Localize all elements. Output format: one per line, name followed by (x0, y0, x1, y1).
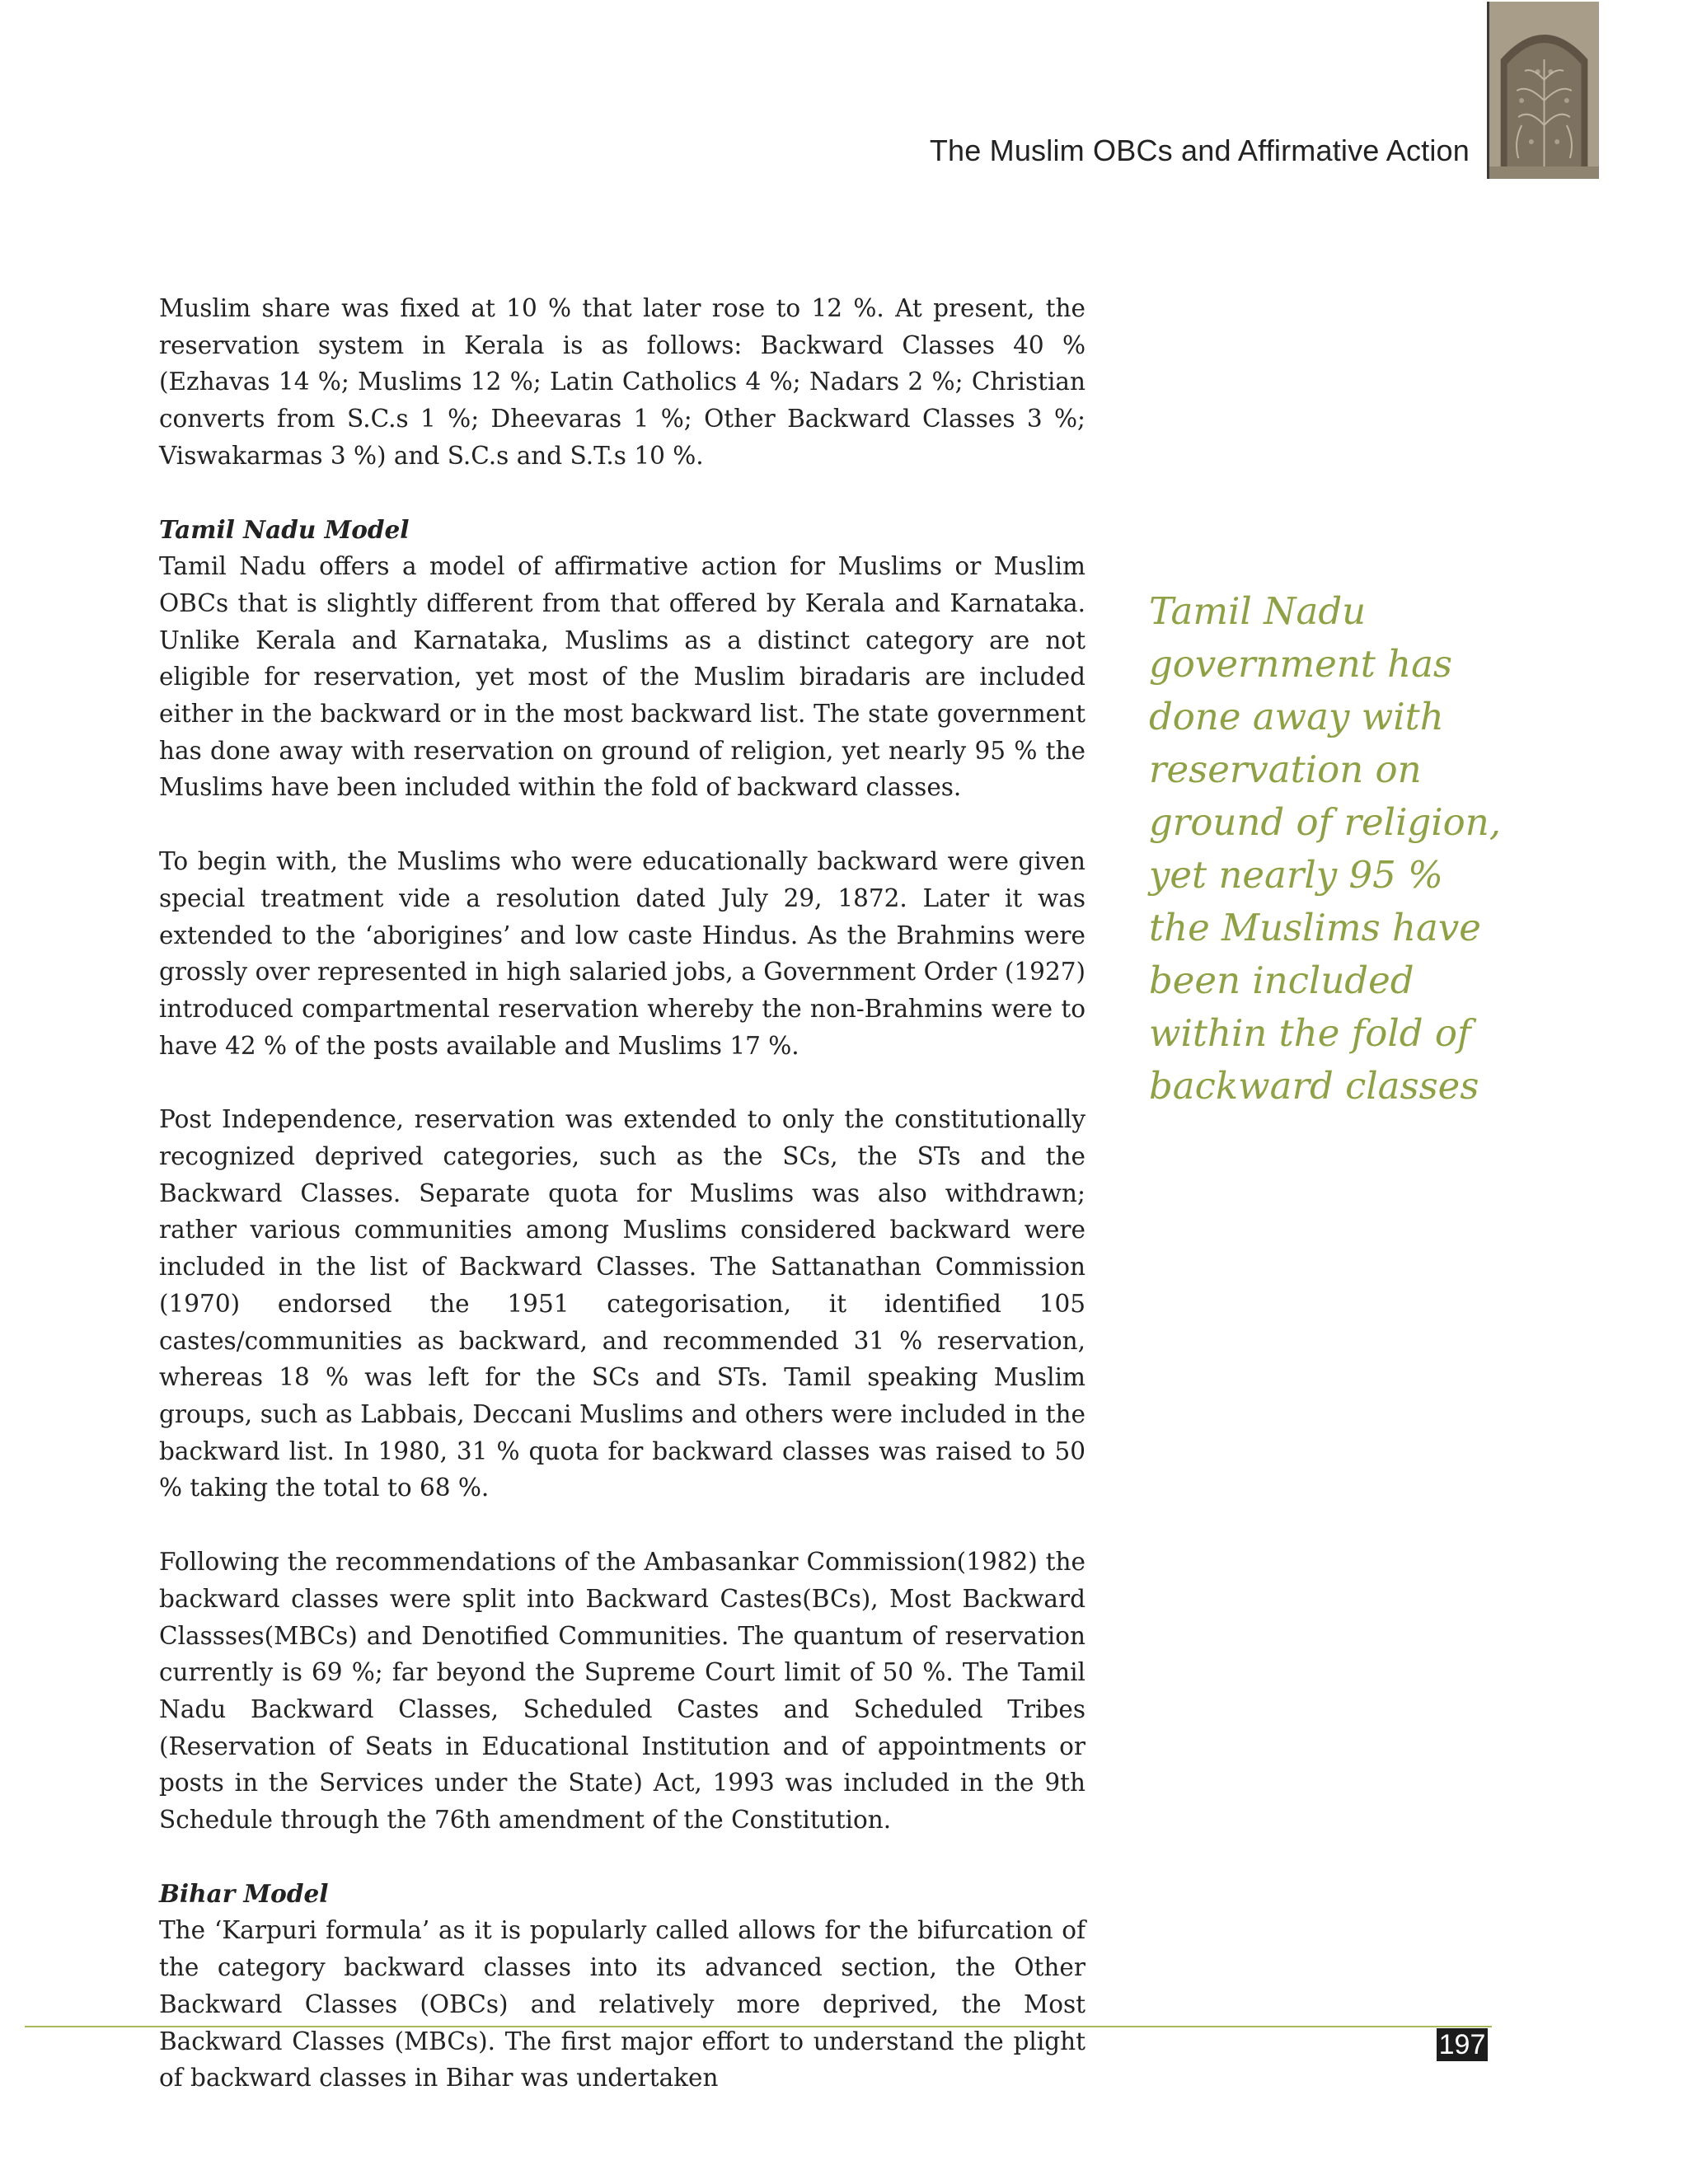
main-text-column (159, 290, 1085, 2134)
section-heading-tamil-nadu-model: Tamil Nadu Model (159, 514, 410, 544)
page-number: 197 (1437, 2028, 1488, 2061)
body-paragraph: The ‘Karpuri formula’ as it is popularly called allows for the bifurcation of the category backward classes into its advanced section, the Other Backward Classes (OBCs) and relatively more deprived, the Most Backward Classes (MBCs). The first major effort to understand the plight of backward classes in Bihar was undertaken (159, 1916, 1085, 2093)
running-header-title: The Muslim OBCs and Affirmative Action (929, 134, 1470, 167)
body-paragraph: To begin with, the Muslims who were educationally backward were given special treatment vide a resolution dated July 29, 1872. Later it was extended to the ‘aborigines’ and low caste Hindus. As the Brahmins were grossly over represented in high salaried jobs, a Government Order (1927) introduced compartmental reservation whereby the non-Brahmins were to have 42 % of the posts available and Muslims 17 %. (159, 847, 1085, 1060)
pull-quote: Tamil Nadu government has done away with reservation on ground of religion, yet nearly 95 % the Muslims have been included within the fold of backward classes (1149, 589, 1502, 1108)
body-paragraph: Post Independence, reservation was extended to only the constitutionally recognized deprived categories, such as the SCs, the STs and the Backward Classes. Separate quota for Muslims was also withdrawn; rather various communities among Muslims considered backward were included in the list of Backward Classes. The Sattanathan Commission (1970) endorsed the 1951 categorisation, it identified 105 castes/communities as backward, and recommended 31 % reservation, whereas 18 % was left for the SCs and STs. Tamil speaking Muslim groups, such as Labbais, Deccani Muslims and others were included in the backward list. In 1980, 31 % quota for backward classes was raised to 50 % taking the total to 68 %. (159, 1105, 1085, 1502)
section-heading-bihar-model: Bihar Model (159, 1878, 329, 1908)
footer-rule (25, 2026, 1492, 2027)
body-paragraph: Tamil Nadu offers a model of affirmative action for Muslims or Muslim OBCs that is slightly different from that offered by Kerala and Karnataka. Unlike Kerala and Karnataka, Muslims as a distinct category are not eligible for reservation, yet most of the Muslim biradaris are included either in the backward or in the most backward list. The state government has done away with reservation on ground of religion, yet nearly 95 % the Muslims have been included within the fold of backward classes. (159, 552, 1085, 802)
body-section-bihar (159, 1876, 1085, 2097)
jali-window-photo-icon (1487, 2, 1599, 179)
body-paragraph: Following the recommendations of the Ambasankar Commission(1982) the backward classes were split into Backward Castes(BCs), Most Backward Classses(MBCs) and Denotified Communities. The quantum of reservation currently is 69 %; far beyond the Supreme Court limit of 50 %. The Tamil Nadu Backward Classes, Scheduled Castes and Scheduled Tribes (Reservation of Seats in Educational Institution and of appointments or posts in the Services under the State) Act, 1993 was included in the 9th Schedule through the 76th amendment of the Constitution. (159, 1548, 1085, 1835)
body-section-tamil-nadu (159, 512, 1085, 807)
body-paragraph: Muslim share was fixed at 10 % that later rose to 12 %. At present, the reservation system in Kerala is as follows: Backward Classes 40 % (Ezhavas 14 %; Muslims 12 %; Latin Catholics 4 %; Nadars 2 %; Christian converts from S.C.s 1 %; Dheevaras 1 %; Other Backward Classes 3 %; Viswakarmas 3 %) and S.C.s and S.T.s 10 %. (159, 294, 1085, 470)
